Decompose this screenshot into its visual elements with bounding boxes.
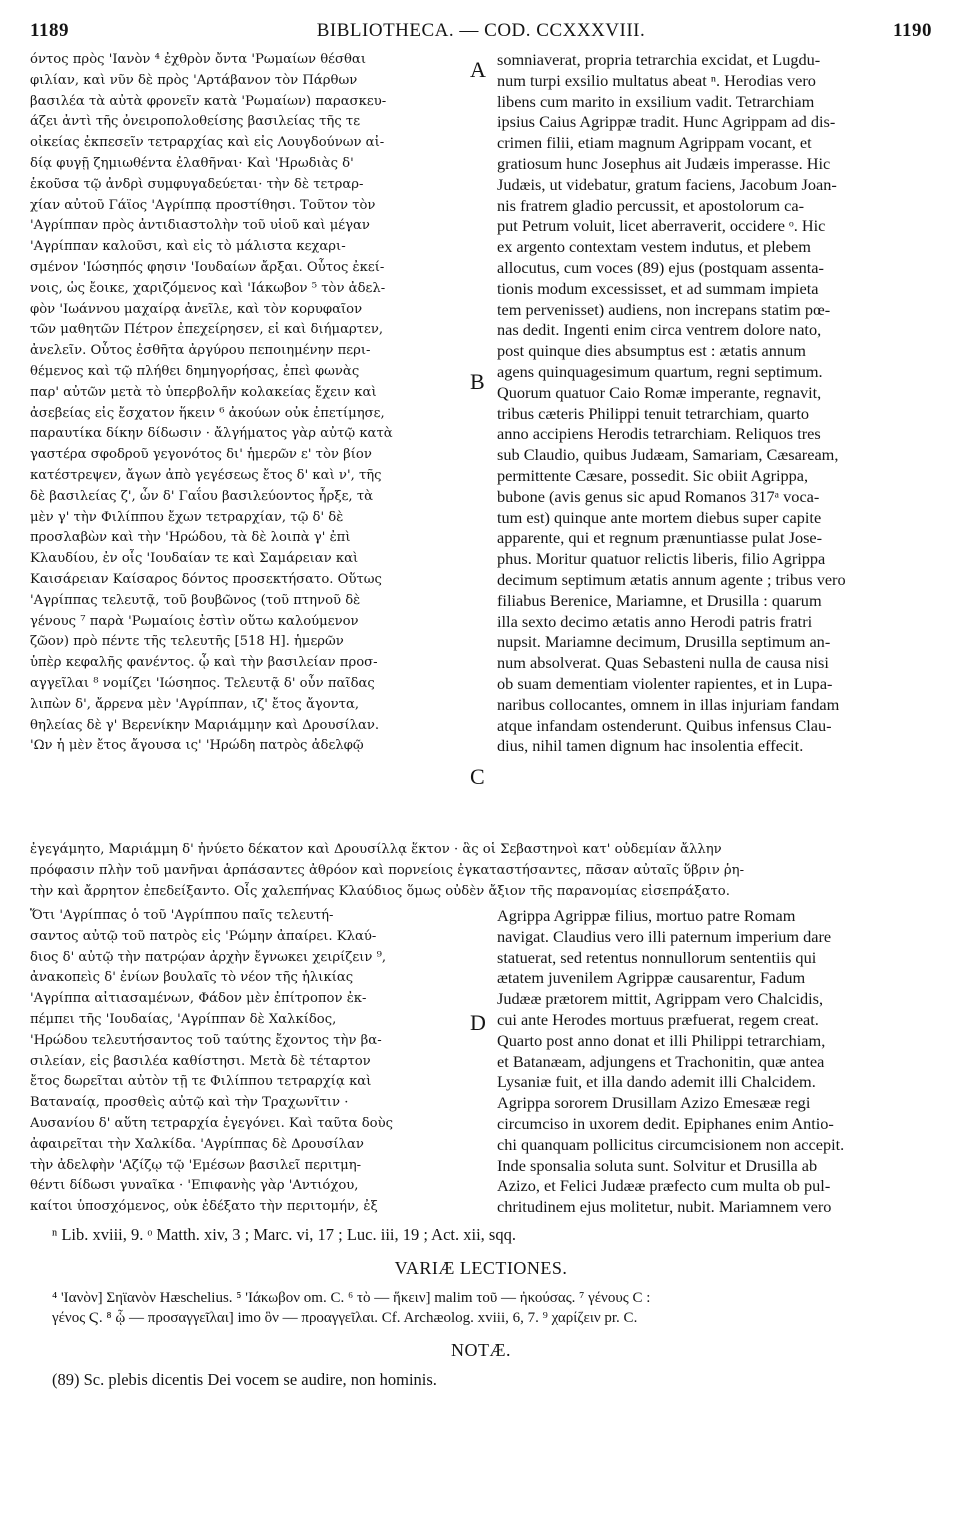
- greek-text-line: σαντος αὐτῷ τοῦ πατρὸς εἰς 'Ρώμην ἀπαίρει. Κλαύ-: [30, 928, 377, 944]
- greek-text-line: Κλαυδίου, ἐν οἷς 'Ιουδαίαν τε καὶ Σαμάρειαν καὶ: [30, 551, 359, 567]
- greek-text-line: ἑκοῦσα τῷ ἀνδρὶ συμφυγαδεύεται· τὴν δὲ τετραρ-: [30, 176, 364, 192]
- latin-text-line: filiabus Berenice, Mariamne, et Drusilla : quarum: [497, 590, 822, 610]
- page-number-left: 1189: [30, 20, 69, 41]
- notae-text: (89) Sc. plebis dicentis Dei vocem se audire, non hominis.: [52, 1370, 437, 1389]
- variae-line: ⁴ 'Ιανὸν] Σηϊανὸν Hæschelius. ⁵ 'Ιάκωβον om. C. ⁶ τὸ — ἥκειν] malim τοῦ — ἠκούσας. ⁷ γένους C :: [52, 1290, 651, 1306]
- latin-text-line: put Petrum voluit, licet aberraverit, occidere ᵒ. Hic: [497, 216, 826, 236]
- latin-text-line: permittente Cæsare, possedit. Sic obiit Agrippa,: [497, 465, 809, 485]
- greek-text-line: άζει ἀντὶ τῆς ὀνειροπολοθείσης βασιλείας τῆς τε: [30, 114, 361, 130]
- greek-text-line: ἀσεβείας εἰς ἔσχατον ἥκειν ⁶ ἀκούων οὐκ ἐπετίμησε,: [30, 405, 385, 421]
- greek-text-line: ἀνελεῖν. Οὗτος ἐσθῆτα ἀργύρου πεποιημένην περι-: [30, 343, 371, 359]
- greek-text-line: πρόφασιν πλὴν τοῦ μανῆναι ἁρπάσαντες ἀθρόον καὶ πορνείοις ἐγκαταστήσαντες, πᾶσαν αὐταῖς ὕβριν ῥη-: [30, 862, 745, 878]
- latin-text-line: ipsius Caius Agrippæ tradit. Hunc Agrippam ad dis-: [497, 112, 836, 132]
- greek-text-line: θέντι δίδωσι γυναῖκα · 'Επιφανὴς γὰρ 'Αντιόχου,: [30, 1178, 359, 1194]
- greek-text-line: τῶν μαθητῶν Πέτρον ἐπεχείρησεν, εἰ καὶ διήμαρτεν,: [30, 322, 384, 338]
- latin-text-line: ætatem juvenilem Agrippæ causarentur, Fadum: [497, 968, 806, 988]
- greek-text-line: ἀφαιρεῖται τὴν Χαλκίδα. 'Αγρίππας δὲ Δρουσίλαν: [30, 1136, 364, 1152]
- greek-text-line: οἰκείας ἐκπεσεῖν τετραρχίας καὶ εἰς Λουγδούνων αἰ-: [30, 135, 385, 151]
- latin-column-upper: [497, 50, 933, 757]
- greek-text-line: πέμπει τῆς 'Ιουδαίας, 'Αγρίππαν δὲ Χαλκίδος,: [30, 1011, 337, 1027]
- greek-text-line: αγγεῖλαι ⁸ νομίζει 'Ιώσηπος. Τελευτᾷ δ' οὖν παῖδας: [30, 675, 375, 691]
- latin-text-line: gratiosum hunc Josephus ait Judæis imperasse. Hic: [497, 153, 831, 173]
- margin-marker-b: B: [470, 369, 485, 394]
- latin-text-line: allocutus, cum voces (89) ejus (postquam assenta-: [497, 257, 824, 277]
- greek-text-line: ἀνακοπεὶς δ' ἐνίων βουλαῖς τὸ νέον τῆς ἡλικίας: [30, 970, 354, 986]
- latin-text-line: agens quinquagesimum quartum, regni septimum.: [497, 361, 823, 381]
- greek-full-width-lines: [30, 840, 932, 902]
- latin-text-line: ob suam dementiam violenter rapientes, et in Lupa-: [497, 673, 833, 693]
- greek-text-line: βασιλέα τὰ αὐτὰ φρονεῖν κατὰ 'Ρωμαίων) παρασκευ-: [30, 93, 387, 109]
- variae-lectiones-title: VARIÆ LECTIONES.: [394, 1258, 568, 1278]
- greek-text-line: σιλείαν, εἰς βασιλέα καθίστησι. Μετὰ δὲ τέταρτον: [30, 1053, 371, 1069]
- latin-text-line: nas dedit. Ingenti enim circa ventrem dolore nato,: [497, 320, 822, 340]
- greek-text-line: θέμενος καὶ τῷ πλήθει δημηγορήσας, ἐπεὶ φωνὰς: [30, 363, 360, 379]
- greek-text-line: τὴν καὶ ἄρρητον ἐπεδείξαντο. Οἷς χαλεπήνας Κλαύδιος ὅμως οὐδὲν ἄξιον τῆς παρανομίας εἰσεπράξατο.: [30, 883, 730, 899]
- greek-text-line: διος δ' αὐτῷ τὴν πατρῴαν ἀρχὴν ἔγνωκει χειρίζειν ⁹,: [30, 949, 387, 965]
- running-header: [30, 20, 932, 46]
- greek-text-line: ὑπὲρ κεφαλῆς φανέντος. ᾧ καὶ τὴν βασιλείαν προσ-: [30, 655, 378, 671]
- latin-text-line: Judæis, ut videbatur, gratum faciens, Jacobum Joan-: [497, 174, 837, 194]
- greek-text-line: σμένον 'Ιώσηπός φησιν 'Ιουδαίων ἄρξαι. Οὗτος ἐκεί-: [30, 259, 385, 275]
- latin-text-line: tum est) quinque ante mortem diebus super capite: [497, 507, 822, 527]
- page-number-right: 1190: [893, 20, 932, 41]
- greek-text-line: παραυτίκα δίκην δίδωσιν · ἄλγήματος γὰρ αὐτῷ κατὰ: [30, 426, 393, 442]
- margin-marker-c: C: [470, 764, 485, 789]
- latin-text-line: Inde sponsalia soluta sunt. Solvitur et Drusilla ab: [497, 1155, 818, 1175]
- greek-text-line: φὸν 'Ιωάννου μαχαίρᾳ ἀνεῖλε, καὶ τὸν κορυφαῖον: [30, 301, 363, 317]
- footnote-references: ⁿ Lib. xviii, 9. ᵒ Matth. xiv, 3 ; Marc. vi, 17 ; Luc. iii, 19 ; Act. xii, sqq.: [52, 1225, 516, 1244]
- latin-text-line: post quinque dies absumptus est : ætatis annum: [497, 341, 806, 361]
- latin-text-line: ex argento contextam vestem indutus, et plebem: [497, 237, 811, 257]
- latin-text-line: et Batanæam, adjungens et Trachonitin, quæ antea: [497, 1051, 825, 1071]
- latin-text-line: atque infandam ostenderunt. Quibus infensus Clau-: [497, 715, 832, 735]
- greek-text-line: φιλίαν, καὶ νῦν δὲ πρὸς 'Αρτάβανον τὸν Πάρθων: [30, 72, 358, 88]
- greek-text-line: 'Αγρίππαν πρὸς ἀντιδιαστολὴν τοῦ υἱοῦ καὶ μέγαν: [30, 218, 370, 234]
- latin-text-line: Azizo, et Felici Judææ præfecto cum multa ob pul-: [497, 1176, 831, 1196]
- latin-text-line: libens cum marito in exsilium vadit. Tetrarchiam: [497, 91, 815, 111]
- latin-text-line: Judææ prætorem mittit, Agrippam vero Chalcidis,: [497, 989, 824, 1009]
- latin-text-line: anno accipiens Herodis tetrarchiam. Reliquos tres: [497, 424, 821, 444]
- latin-text-line: dius, nihil tamen dignum hac insolentia effecit.: [497, 736, 804, 756]
- greek-text-line: νοις, ὡς ἔοικε, χαριζόμενος καὶ 'Ιάκωβον ⁵ τὸν ἀδελ-: [30, 280, 386, 296]
- greek-text-line: Βαταναίᾳ, προσθεὶς αὐτῷ καὶ τὴν Τραχωνῖτιν ·: [30, 1095, 349, 1111]
- latin-text-line: num turpi exsilio multatus abeat ⁿ. Herodias vero: [497, 70, 816, 90]
- greek-text-line: ἔτος δωρεῖται αὐτὸν τῇ τε Φιλίππου τετραρχίᾳ καὶ: [30, 1074, 372, 1090]
- latin-text-line: navigat. Claudius vero illi paternum imperium dare: [497, 926, 832, 946]
- greek-text-line: ζῶον) πρὸ πέντε τῆς τελευτῆς [518 H]. ἡμερῶν: [30, 634, 344, 650]
- greek-text-line: κατέστρεψεν, ἄγων ἀπὸ γεγέσεως ἔτος δ' καὶ ν', τῆς: [30, 467, 382, 483]
- greek-text-line: Ὅτι 'Αγρίππας ὁ τοῦ 'Αγρίππου παῖς τελευτή-: [30, 908, 334, 923]
- greek-text-line: τὴν ἀδελφὴν 'Αζίζῳ τῷ 'Εμέσων βασιλεῖ περιτμη-: [30, 1157, 362, 1173]
- latin-text-line: illa sexto decimo ætatis anno Herodi patris fratri: [497, 611, 813, 631]
- variae-line: γένος Ϛ. ⁸ ᾧ — προσαγγεῖλαι] imo ὃν — προαγγεῖλαι. Cf. Archæolog. xviii, 6, 7. ⁹ χαρίζειν pr. C.: [52, 1310, 638, 1326]
- latin-text-line: Quorum quatuor Caio Romæ imperante, regnavit,: [497, 382, 822, 402]
- latin-text-line: naribus collocantes, omnem in illas injuriam fandam: [497, 694, 840, 714]
- latin-text-line: num absolverat. Quas Sebasteni nulla de causa nisi: [497, 653, 829, 673]
- greek-text-line: θηλείας δὲ γ' Βερενίκην Μαριάμμην καὶ Δρουσίλαν.: [30, 717, 380, 733]
- greek-text-line: γένους ⁷ παρὰ 'Ρωμαίοις ἐστὶν οὕτω καλούμενον: [30, 613, 359, 629]
- greek-text-line: λιπὼν δ', ἄρρενα μὲν 'Αγρίππαν, ιζ' ἔτος ἄγοντα,: [30, 696, 360, 712]
- greek-text-line: δὲ βασιλείας ζ', ὧν δ' Γαΐου βασιλεύοντος ἦρξε, τὰ: [30, 488, 374, 504]
- greek-text-line: δίᾳ φυγῇ ζημιωθέντα ἐλαθῆναι· Καὶ 'Ηρωδιὰς δ': [30, 155, 354, 171]
- latin-column-lower: [497, 906, 933, 1218]
- latin-text-line: statuerat, sed retentus nonnullorum sententiis qui: [497, 947, 817, 967]
- latin-text-line: Quarto post anno donat et illi Philippi tetrarchiam,: [497, 1030, 826, 1050]
- latin-text-line: circumciso in uxorem dedit. Epiphanes enim Antio-: [497, 1113, 834, 1133]
- running-title: BIBLIOTHECA. — COD. CCXXXVIII.: [316, 20, 646, 41]
- greek-text-line: Καισάρειαν Καίσαρος δόντος προσεκτήσατο. Οὕτως: [30, 571, 382, 587]
- latin-text-line: chi quanquam pollicitus circumcisionem non accepit.: [497, 1134, 845, 1154]
- latin-text-line: Lysaniæ fuit, et illa dando ademit illi Chalcidem.: [497, 1072, 816, 1092]
- greek-text-line: παρ' αὐτῶν μετὰ τὸ ὑπερβολῆν κολακείας ἔχειν καὶ: [30, 384, 377, 400]
- margin-marker-a: A: [470, 57, 486, 82]
- notae-title: NOTÆ.: [451, 1340, 511, 1360]
- latin-text-line: chritudinem ejus molitetur, nubit. Mariamnem vero: [497, 1197, 832, 1217]
- greek-text-line: ἐγεγάμητο, Μαριάμμη δ' ἠνύετο δέκατον καὶ Δρουσίλλᾳ ἕκτον · ἃς οἱ Σεβαστηνοὶ κατ' οὐδεμίαν ἄλλην: [30, 842, 722, 857]
- latin-text-line: decimum septimum ætatis annum agente ; tribus vero: [497, 569, 846, 589]
- latin-text-line: crimen filii, etiam magnum Agrippam vocant, et: [497, 133, 812, 153]
- latin-text-line: sub Claudio, quibus Judæam, Samariam, Cæsaream,: [497, 445, 839, 465]
- margin-marker-d: D: [470, 1010, 486, 1035]
- greek-column-lower: [30, 906, 465, 1218]
- latin-text-line: bubone (avis genus sic apud Romanos 317ᵃ voca-: [497, 486, 820, 506]
- latin-text-line: tribus cæteris Philippi tenuit tetrarchiam, quarto: [497, 403, 809, 423]
- latin-text-line: phus. Moritur quatuor relictis liberis, filio Agrippa: [497, 549, 826, 569]
- variae-lectiones-text: [52, 1288, 932, 1328]
- greek-text-line: χίαν αὐτοῦ Γάϊος 'Αγρίππᾳ προστίθησι. Τοῦτον τὸν: [30, 197, 376, 213]
- latin-text-line: Agrippa sororem Drusillam Azizo Emesææ regi: [497, 1093, 811, 1113]
- greek-text-line: 'Ηρώδου τελευτήσαντος τοῦ ταύτης ἔχοντος τὴν βα-: [30, 1032, 382, 1048]
- greek-text-line: 'Αγρίππας τελευτᾷ, τοῦ βουβῶνος (τοῦ πτηνοῦ δὲ: [30, 592, 361, 608]
- latin-text-line: somniaverat, propria tetrarchia excidat, et Lugdu-: [497, 50, 821, 69]
- latin-text-line: apparente, qui et regnum prænuntiasse pulat Jose-: [497, 528, 823, 548]
- greek-text-line: καίτοι ὑποσχόμενος, οὐκ ἐδέξατο τὴν περιτομήν, ἐξ: [30, 1199, 378, 1215]
- latin-text-line: tem pervenisset) audiens, non increpans statim pœ-: [497, 299, 831, 319]
- latin-text-line: nupsit. Mariamne decimum, Drusilla septimum an-: [497, 632, 831, 652]
- greek-text-line: 'Ων ἡ μὲν ἔτος ἄγουσα ις' 'Ηρώδη πατρὸς ἀδελφῷ: [30, 738, 364, 754]
- greek-text-line: όντος πρὸς 'Ιανὸν ⁴ ἐχθρὸν ὄντα 'Ρωμαίων θέσθαι: [30, 52, 366, 67]
- greek-text-line: προσλαβὼν καὶ τὴν 'Ηρώδου, τὰ δὲ λοιπὰ γ' ἐπὶ: [30, 530, 351, 546]
- latin-text-line: cui ante Herodes mortuus præfuerat, regem creat.: [497, 1009, 819, 1029]
- greek-text-line: μὲν γ' τὴν Φιλίππου ἔχων τετραρχίαν, τῷ δ' δὲ: [30, 509, 344, 525]
- latin-text-line: tionis modum excessisset, et ad summam impieta: [497, 278, 819, 298]
- latin-text-line: Agrippa Agrippæ filius, mortuo patre Romam: [497, 906, 796, 925]
- greek-text-line: 'Αγρίππαν καλοῦσι, καὶ εἰς τὸ μάλιστα κεχαρι-: [30, 239, 346, 255]
- greek-text-line: γαστέρα σφοδροῦ γεγονότος δι' ἡμερῶν ε' τὸν βίον: [30, 447, 372, 463]
- greek-text-line: Αυσανίου δ' αὕτη τετραρχία ἐγεγόνει. Καὶ ταῦτα δοὺς: [30, 1115, 393, 1131]
- latin-text-line: nis fratrem gladio percussit, et apostolorum ca-: [497, 195, 804, 215]
- greek-text-line: 'Αγρίππα αἰτιασαμένων, Φάδον μὲν ἐπίτροπον ἐκ-: [30, 991, 367, 1007]
- greek-column-upper: [30, 50, 465, 757]
